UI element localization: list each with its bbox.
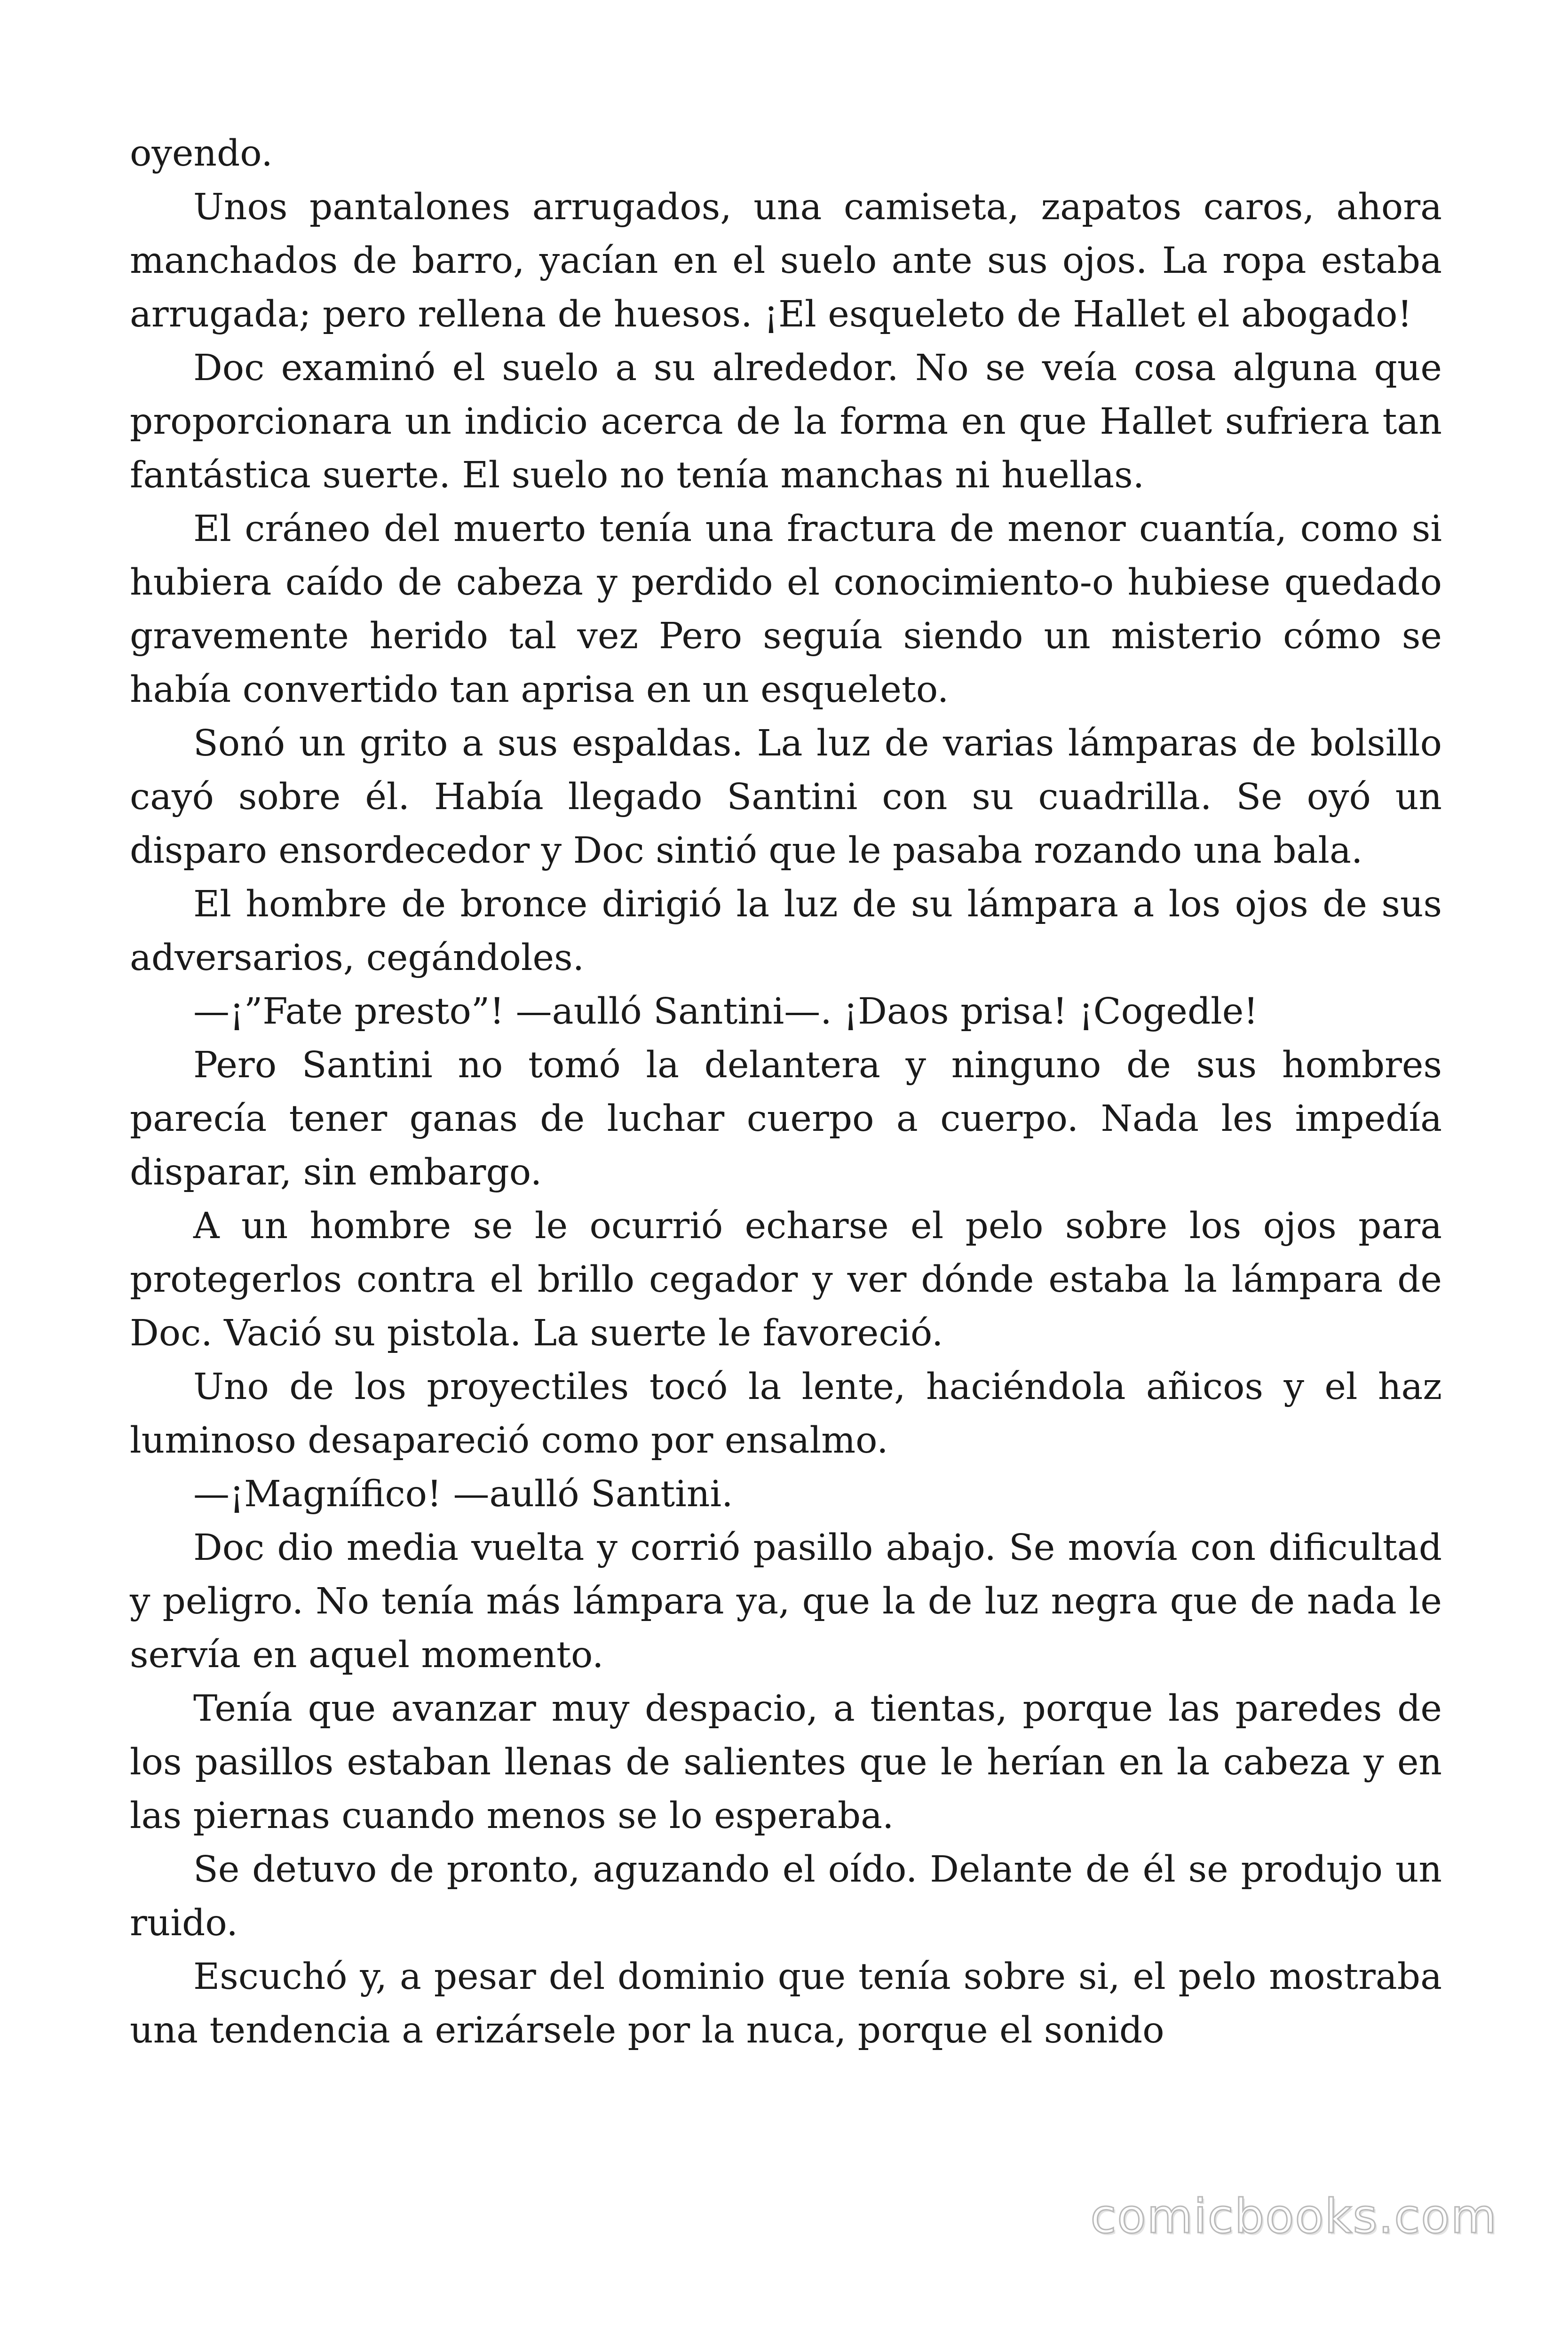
paragraph: Escuchó y, a pesar del dominio que tenía sobre si, el pelo mostraba una tendencia a erizársele por la nuca, porque el sonido [130,1956,1442,2051]
paragraph: —¡Magnífico! —aulló Santini. [193,1473,733,1515]
paragraph: Unos pantalones arrugados, una camiseta, zapatos caros, ahora manchados de barro, yacían en el suelo ante sus ojos. La ropa estaba arrugada; pero rellena de huesos. ¡El esqueleto de Hallet el abogado! [130,186,1442,335]
paragraph: oyendo. [130,133,273,175]
paragraph: A un hombre se le ocurrió echarse el pelo sobre los ojos para protegerlos contra el brillo cegador y ver dónde estaba la lámpara de Doc. Vació su pistola. La suerte le favoreció. [130,1205,1442,1354]
page-body [130,127,1442,2058]
paragraph: —¡”Fate presto”! —aulló Santini—. ¡Daos prisa! ¡Cogedle! [193,991,1259,1033]
paragraph: Se detuvo de pronto, aguzando el oído. Delante de él se produjo un ruido. [130,1849,1442,1944]
paragraph: Uno de los proyectiles tocó la lente, haciéndola añicos y el haz luminoso desapareció como por ensalmo. [130,1366,1442,1462]
paragraph: El hombre de bronce dirigió la luz de su lámpara a los ojos de sus adversarios, cegándoles. [130,883,1442,979]
paragraph: Doc examinó el suelo a su alrededor. No se veía cosa alguna que proporcionara un indicio acerca de la forma en que Hallet sufriera tan fantástica suerte. El suelo no tenía manchas ni huellas. [130,347,1442,496]
paragraph: Doc dio media vuelta y corrió pasillo abajo. Se movía con dificultad y peligro. No tenía más lámpara ya, que la de luz negra que de nada le servía en aquel momento. [130,1527,1442,1676]
book-text [130,127,1442,2058]
watermark: comicbooks.com [1090,2189,1497,2244]
paragraph: Tenía que avanzar muy despacio, a tientas, porque las paredes de los pasillos estaban llenas de salientes que le herían en la cabeza y en las piernas cuando menos se lo esperaba. [130,1688,1442,1837]
paragraph: Sonó un grito a sus espaldas. La luz de varias lámparas de bolsillo cayó sobre él. Había llegado Santini con su cuadrilla. Se oyó un disparo ensordecedor y Doc sintió que le pasaba rozando una bala. [130,723,1442,872]
paragraph: Pero Santini no tomó la delantera y ninguno de sus hombres parecía tener ganas de luchar cuerpo a cuerpo. Nada les impedía disparar, sin embargo. [130,1044,1442,1193]
paragraph: El cráneo del muerto tenía una fractura de menor cuantía, como si hubiera caído de cabeza y perdido el conocimiento-o hubiese quedado gravemente herido tal vez Pero seguía siendo un misterio cómo se había convertido tan aprisa en un esqueleto. [130,508,1442,711]
